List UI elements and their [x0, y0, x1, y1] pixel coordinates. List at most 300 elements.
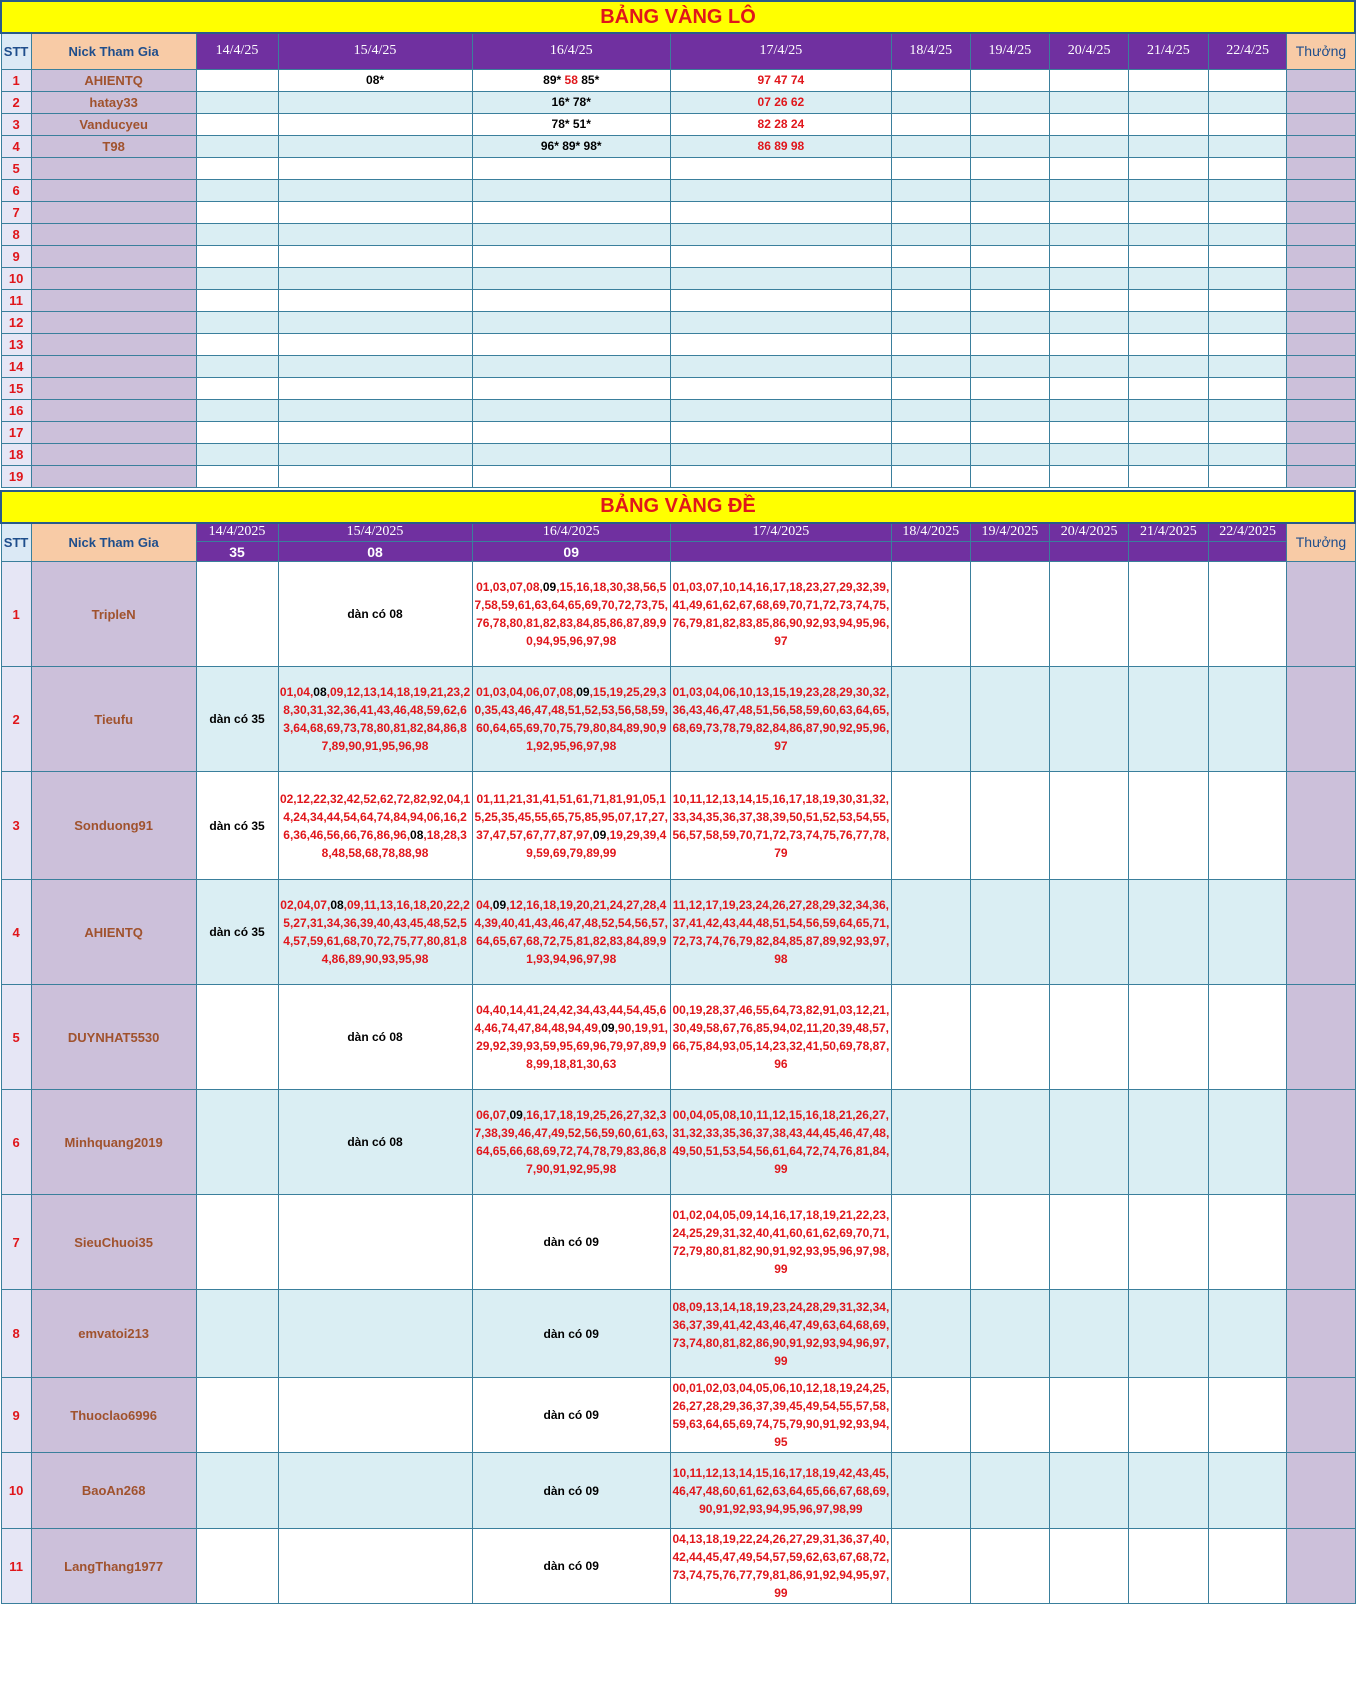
cell-empty [1050, 179, 1129, 201]
cell-15-4 [278, 880, 472, 985]
nick-name: AHIENTQ [31, 69, 196, 91]
cell-empty [891, 135, 970, 157]
cell-empty [1129, 1453, 1209, 1529]
cell-empty [1050, 333, 1129, 355]
cell-17-4 [670, 355, 891, 377]
cell-empty [1208, 1195, 1287, 1290]
cell-empty [1050, 1453, 1129, 1529]
cell-empty [1050, 245, 1129, 267]
cell-17-4 [670, 311, 891, 333]
cell-empty [1129, 399, 1209, 421]
de-numbers: 06,07, [476, 1108, 510, 1122]
cell-16-4 [472, 245, 670, 267]
cell-empty [970, 69, 1050, 91]
cell-empty [1129, 1290, 1209, 1378]
cell-16-4: dàn có 09 [472, 1195, 670, 1290]
cell-empty [1208, 421, 1287, 443]
cell-empty [891, 289, 970, 311]
de-header-date: 15/4/2025 [278, 523, 472, 542]
row-stt: 17 [1, 421, 31, 443]
de-numbers: 01,03,04,06,07,08, [476, 685, 577, 699]
cell-empty [891, 1378, 970, 1453]
cell-empty [1129, 1378, 1209, 1453]
cell-empty [1208, 1378, 1287, 1453]
cell-17-4: 04,13,18,19,22,24,26,27,29,31,36,37,40,42,44,45,47,49,54,57,59,62,63,67,68,72,73,74,75,76,77,79,81,86,91,92,94,95,97,99 [670, 1529, 891, 1604]
cell-empty [1129, 69, 1209, 91]
cell-empty [1208, 1529, 1287, 1604]
cell-14-4: dàn có 35 [196, 667, 278, 772]
cell-17-4: 10,11,12,13,14,15,16,17,18,19,30,31,32,33,34,35,36,37,38,39,50,51,52,53,54,55,56,57,58,59,70,71,72,73,74,75,76,77,78,79 [670, 772, 891, 880]
cell-16-4: dàn có 09 [472, 1290, 670, 1378]
row-stt: 13 [1, 333, 31, 355]
thuong-cell [1287, 1529, 1355, 1604]
thuong-cell [1287, 1378, 1355, 1453]
cell-empty [1050, 355, 1129, 377]
cell-empty [1129, 667, 1209, 772]
nick-name [31, 443, 196, 465]
cell-empty [891, 223, 970, 245]
row-stt: 8 [1, 223, 31, 245]
cell-empty [1129, 880, 1209, 985]
cell-empty [1050, 113, 1129, 135]
cell-16-4 [472, 355, 670, 377]
nick-name: T98 [31, 135, 196, 157]
cell-empty [1129, 135, 1209, 157]
de-number-hit: 09 [509, 1108, 523, 1122]
row-stt: 6 [1, 179, 31, 201]
de-numbers: ,09,11,13,16,18,20,22,25,27,31,34,36,39,40,43,45,48,52,54,57,59,61,68,70,72,75,77,80,81,84,86,89,90,93,95,98 [283, 898, 470, 966]
row-stt: 4 [1, 135, 31, 157]
cell-empty [1050, 880, 1129, 985]
cell-16-4: dàn có 09 [472, 1378, 670, 1453]
cell-14-4 [196, 355, 278, 377]
lo-header-date: 16/4/25 [472, 33, 670, 69]
cell-16-4 [472, 135, 670, 157]
de-result [970, 542, 1050, 562]
cell-empty [1129, 443, 1209, 465]
row-stt: 16 [1, 399, 31, 421]
cell-15-4: dàn có 08 [278, 562, 472, 667]
cell-empty [970, 311, 1050, 333]
de-result [1129, 542, 1209, 562]
cell-empty [1050, 223, 1129, 245]
cell-17-4 [670, 465, 891, 487]
thuong-cell [1287, 465, 1355, 487]
lo-number: 85* [581, 73, 600, 87]
cell-empty [1208, 135, 1287, 157]
de-number-hit: 09 [601, 1021, 615, 1035]
row-stt: 18 [1, 443, 31, 465]
cell-empty [970, 333, 1050, 355]
cell-empty [970, 421, 1050, 443]
cell-empty [1208, 289, 1287, 311]
cell-14-4 [196, 223, 278, 245]
nick-name [31, 289, 196, 311]
cell-empty [1050, 157, 1129, 179]
cell-16-4 [472, 421, 670, 443]
cell-16-4 [472, 562, 670, 667]
thuong-cell [1287, 985, 1355, 1090]
row-stt: 9 [1, 245, 31, 267]
cell-empty [1208, 562, 1287, 667]
row-stt: 11 [1, 1529, 31, 1604]
cell-14-4 [196, 421, 278, 443]
nick-name [31, 465, 196, 487]
cell-empty [1208, 355, 1287, 377]
cell-empty [970, 377, 1050, 399]
de-numbers: 02,04,07, [280, 898, 331, 912]
cell-17-4: 11,12,17,19,23,24,26,27,28,29,32,34,36,37,41,42,43,44,48,51,54,56,59,64,65,71,72,73,74,76,79,82,84,85,87,89,92,93,97,98 [670, 880, 891, 985]
cell-empty [1129, 1195, 1209, 1290]
thuong-cell [1287, 880, 1355, 985]
de-numbers: 04, [476, 898, 493, 912]
cell-empty [1129, 421, 1209, 443]
cell-15-4 [278, 1378, 472, 1453]
cell-empty [1050, 1090, 1129, 1195]
cell-16-4 [472, 311, 670, 333]
cell-empty [891, 399, 970, 421]
cell-empty [891, 245, 970, 267]
nick-name [31, 179, 196, 201]
thuong-cell [1287, 157, 1355, 179]
cell-16-4 [472, 267, 670, 289]
cell-empty [970, 443, 1050, 465]
nick-name [31, 245, 196, 267]
de-numbers: 02,12,22,32,42,52,62,72,82,92,04,14,24,34,44,54,64,74,84,94,06,16,26,36,46,56,66,76,86,96, [279, 791, 471, 842]
bang-vang-lo-table [0, 0, 1356, 488]
de-number-hit: 09 [576, 685, 590, 699]
cell-17-4: 86 89 98 [670, 135, 891, 157]
cell-empty [1129, 91, 1209, 113]
cell-empty [891, 201, 970, 223]
cell-17-4: 10,11,12,13,14,15,16,17,18,19,42,43,45,46,47,48,60,61,62,63,64,65,66,67,68,69,90,91,92,93,94,95,96,97,98,99 [670, 1453, 891, 1529]
cell-empty [970, 223, 1050, 245]
lo-header-stt: STT [1, 33, 31, 69]
lo-header-nick: Nick Tham Gia [31, 33, 196, 69]
thuong-cell [1287, 667, 1355, 772]
cell-17-4: 01,02,04,05,09,14,16,17,18,19,21,22,23,24,25,29,31,32,40,41,60,61,62,69,70,71,72,79,80,81,82,90,91,92,93,95,96,97,98,99 [670, 1195, 891, 1290]
nick-name [31, 421, 196, 443]
de-result [670, 542, 891, 562]
cell-empty [1208, 69, 1287, 91]
cell-empty [891, 421, 970, 443]
cell-empty [1050, 135, 1129, 157]
cell-15-4 [278, 201, 472, 223]
nick-name: BaoAn268 [31, 1453, 196, 1529]
cell-empty [1050, 465, 1129, 487]
cell-17-4 [670, 179, 891, 201]
cell-empty [1208, 443, 1287, 465]
cell-empty [1050, 377, 1129, 399]
row-stt: 10 [1, 267, 31, 289]
cell-16-4 [472, 69, 670, 91]
lo-header-date: 20/4/25 [1050, 33, 1129, 69]
cell-17-4: 01,03,04,06,10,13,15,19,23,28,29,30,32,36,43,46,47,48,51,56,58,59,60,63,64,65,68,69,73,78,79,82,84,86,87,90,92,95,96,97 [670, 667, 891, 772]
cell-empty [1208, 772, 1287, 880]
thuong-cell [1287, 355, 1355, 377]
cell-17-4 [670, 267, 891, 289]
nick-name [31, 355, 196, 377]
cell-empty [1050, 421, 1129, 443]
cell-14-4 [196, 201, 278, 223]
de-number-hit: 09 [592, 827, 607, 842]
cell-empty [970, 985, 1050, 1090]
cell-empty [1129, 311, 1209, 333]
thuong-cell [1287, 289, 1355, 311]
cell-empty [891, 333, 970, 355]
cell-17-4 [670, 443, 891, 465]
cell-15-4 [278, 772, 472, 880]
thuong-cell [1287, 91, 1355, 113]
cell-empty [970, 399, 1050, 421]
de-number-hit: 08 [313, 685, 327, 699]
cell-empty [970, 157, 1050, 179]
cell-empty [1050, 772, 1129, 880]
cell-empty [1129, 333, 1209, 355]
cell-empty [1208, 880, 1287, 985]
cell-empty [891, 267, 970, 289]
bang-vang-de-table [0, 490, 1356, 1605]
nick-name [31, 267, 196, 289]
nick-name: SieuChuoi35 [31, 1195, 196, 1290]
cell-empty [1129, 562, 1209, 667]
cell-16-4 [472, 179, 670, 201]
lo-header-date: 21/4/25 [1129, 33, 1209, 69]
nick-name [31, 157, 196, 179]
cell-empty [891, 772, 970, 880]
cell-15-4: dàn có 08 [278, 1090, 472, 1195]
cell-15-4 [278, 399, 472, 421]
cell-empty [1129, 267, 1209, 289]
cell-17-4 [670, 245, 891, 267]
de-header-nick: Nick Tham Gia [31, 523, 196, 562]
cell-14-4 [196, 113, 278, 135]
thuong-cell [1287, 421, 1355, 443]
cell-empty [1050, 985, 1129, 1090]
cell-14-4 [196, 69, 278, 91]
cell-16-4 [472, 157, 670, 179]
thuong-cell [1287, 562, 1355, 667]
cell-15-4 [278, 135, 472, 157]
cell-15-4 [278, 267, 472, 289]
cell-empty [970, 562, 1050, 667]
cell-empty [1050, 1529, 1129, 1604]
de-result [1050, 542, 1129, 562]
de-numbers: 01,11,21,31,41,51,61,71,81,91,05,15,25,35,45,55,65,75,85,95,07,17,27,37,47,57,67,77,87,97, [474, 791, 668, 842]
cell-empty [1050, 1378, 1129, 1453]
cell-empty [970, 245, 1050, 267]
cell-empty [891, 377, 970, 399]
thuong-cell [1287, 1090, 1355, 1195]
nick-name: TripleN [31, 562, 196, 667]
cell-empty [970, 179, 1050, 201]
cell-empty [970, 1195, 1050, 1290]
cell-empty [1050, 1195, 1129, 1290]
row-stt: 1 [1, 69, 31, 91]
lo-number: 16* 78* [551, 95, 591, 109]
cell-14-4 [196, 562, 278, 667]
cell-empty [970, 91, 1050, 113]
cell-empty [1208, 465, 1287, 487]
cell-empty [891, 179, 970, 201]
thuong-cell [1287, 135, 1355, 157]
cell-empty [1208, 377, 1287, 399]
cell-empty [1129, 201, 1209, 223]
de-header-date: 17/4/2025 [670, 523, 891, 542]
de-number-hit: 09 [492, 898, 507, 912]
de-header-thuong: Thưởng [1287, 523, 1355, 562]
row-stt: 10 [1, 1453, 31, 1529]
de-header-date: 16/4/2025 [472, 523, 670, 542]
cell-empty [970, 465, 1050, 487]
cell-empty [1129, 289, 1209, 311]
lo-header-thuong: Thưởng [1287, 33, 1355, 69]
lo-header-date: 18/4/25 [891, 33, 970, 69]
cell-empty [1129, 157, 1209, 179]
cell-14-4 [196, 1529, 278, 1604]
row-stt: 2 [1, 91, 31, 113]
cell-16-4 [472, 465, 670, 487]
cell-14-4 [196, 1378, 278, 1453]
cell-17-4: 07 26 62 [670, 91, 891, 113]
de-number-hit: 08 [410, 827, 424, 842]
lo-header-date: 22/4/25 [1208, 33, 1287, 69]
row-stt: 9 [1, 1378, 31, 1453]
cell-empty [1129, 1529, 1209, 1604]
cell-16-4: dàn có 09 [472, 1529, 670, 1604]
cell-16-4 [472, 201, 670, 223]
cell-empty [891, 311, 970, 333]
cell-14-4 [196, 465, 278, 487]
row-stt: 15 [1, 377, 31, 399]
cell-15-4 [278, 1453, 472, 1529]
cell-empty [970, 1453, 1050, 1529]
de-header-date: 22/4/2025 [1208, 523, 1287, 542]
cell-empty [1208, 113, 1287, 135]
cell-14-4 [196, 1090, 278, 1195]
cell-16-4 [472, 667, 670, 772]
thuong-cell [1287, 267, 1355, 289]
row-stt: 1 [1, 562, 31, 667]
de-numbers: ,18,28,38,48,58,68,78,88,98 [321, 827, 467, 860]
thuong-cell [1287, 223, 1355, 245]
cell-empty [891, 985, 970, 1090]
cell-16-4 [472, 880, 670, 985]
cell-15-4 [278, 667, 472, 772]
cell-empty [891, 667, 970, 772]
cell-empty [1050, 91, 1129, 113]
cell-empty [970, 135, 1050, 157]
thuong-cell [1287, 201, 1355, 223]
de-header-date: 21/4/2025 [1129, 523, 1209, 542]
cell-empty [1050, 267, 1129, 289]
cell-17-4 [670, 289, 891, 311]
cell-16-4: dàn có 09 [472, 1453, 670, 1529]
cell-15-4 [278, 1195, 472, 1290]
cell-16-4 [472, 377, 670, 399]
cell-empty [970, 667, 1050, 772]
de-header-date: 19/4/2025 [970, 523, 1050, 542]
cell-empty [891, 355, 970, 377]
cell-17-4 [670, 399, 891, 421]
cell-16-4 [472, 289, 670, 311]
thuong-cell [1287, 1453, 1355, 1529]
cell-16-4 [472, 399, 670, 421]
cell-empty [1129, 179, 1209, 201]
cell-16-4 [472, 333, 670, 355]
cell-empty [970, 113, 1050, 135]
de-numbers: 01,03,07,08, [476, 580, 543, 594]
cell-empty [1208, 399, 1287, 421]
cell-15-4 [278, 421, 472, 443]
cell-15-4 [278, 443, 472, 465]
cell-empty [891, 1453, 970, 1529]
de-numbers: ,90,19,91,29,92,39,93,59,95,69,96,79,97,89,98,99,18,81,30,63 [476, 1021, 668, 1071]
row-stt: 6 [1, 1090, 31, 1195]
nick-name: Tieufu [31, 667, 196, 772]
cell-15-4 [278, 113, 472, 135]
nick-name [31, 223, 196, 245]
cell-empty [891, 1195, 970, 1290]
cell-15-4 [278, 289, 472, 311]
cell-15-4 [278, 245, 472, 267]
thuong-cell [1287, 69, 1355, 91]
cell-empty [1208, 245, 1287, 267]
cell-15-4 [278, 377, 472, 399]
lo-number: 89* [543, 73, 562, 87]
de-number-hit: 08 [330, 898, 344, 912]
de-numbers: 04,40,14,41,24,42,34,43,44,54,45,64,46,74,47,84,48,94,49, [474, 1003, 667, 1035]
thuong-cell [1287, 772, 1355, 880]
thuong-cell [1287, 443, 1355, 465]
cell-empty [891, 113, 970, 135]
de-result [891, 542, 970, 562]
row-stt: 12 [1, 311, 31, 333]
cell-empty [1050, 443, 1129, 465]
cell-empty [1208, 267, 1287, 289]
cell-16-4 [472, 113, 670, 135]
row-stt: 3 [1, 113, 31, 135]
de-numbers: ,15,16,18,30,38,56,57,58,59,61,63,64,65,69,70,72,73,75,76,78,80,81,82,83,84,85,86,87,89,90,94,95,96,97,98 [474, 580, 668, 648]
cell-15-4: dàn có 08 [278, 985, 472, 1090]
cell-empty [1129, 223, 1209, 245]
de-result: 09 [472, 542, 670, 562]
cell-empty [1050, 667, 1129, 772]
de-numbers: ,19,29,39,49,59,69,79,89,99 [526, 827, 667, 860]
cell-14-4 [196, 135, 278, 157]
cell-17-4: 01,03,07,10,14,16,17,18,23,27,29,32,39,41,49,61,62,67,68,69,70,71,72,73,74,75,76,79,81,82,83,85,86,90,92,93,94,95,96,97 [670, 562, 891, 667]
cell-empty [1208, 1453, 1287, 1529]
row-stt: 3 [1, 772, 31, 880]
row-stt: 14 [1, 355, 31, 377]
cell-14-4 [196, 1195, 278, 1290]
lo-header-date: 15/4/25 [278, 33, 472, 69]
cell-empty [1050, 562, 1129, 667]
cell-empty [970, 289, 1050, 311]
cell-16-4 [472, 223, 670, 245]
de-header-stt: STT [1, 523, 31, 562]
cell-17-4 [670, 421, 891, 443]
cell-15-4 [278, 465, 472, 487]
thuong-cell [1287, 377, 1355, 399]
cell-empty [1129, 772, 1209, 880]
nick-name [31, 311, 196, 333]
cell-17-4: 00,01,02,03,04,05,06,10,12,18,19,24,25,26,27,28,29,36,37,39,45,49,54,55,57,58,59,63,64,65,69,74,75,79,90,91,92,93,94,95 [670, 1378, 891, 1453]
row-stt: 7 [1, 201, 31, 223]
cell-14-4 [196, 289, 278, 311]
cell-empty [891, 157, 970, 179]
cell-15-4 [278, 91, 472, 113]
